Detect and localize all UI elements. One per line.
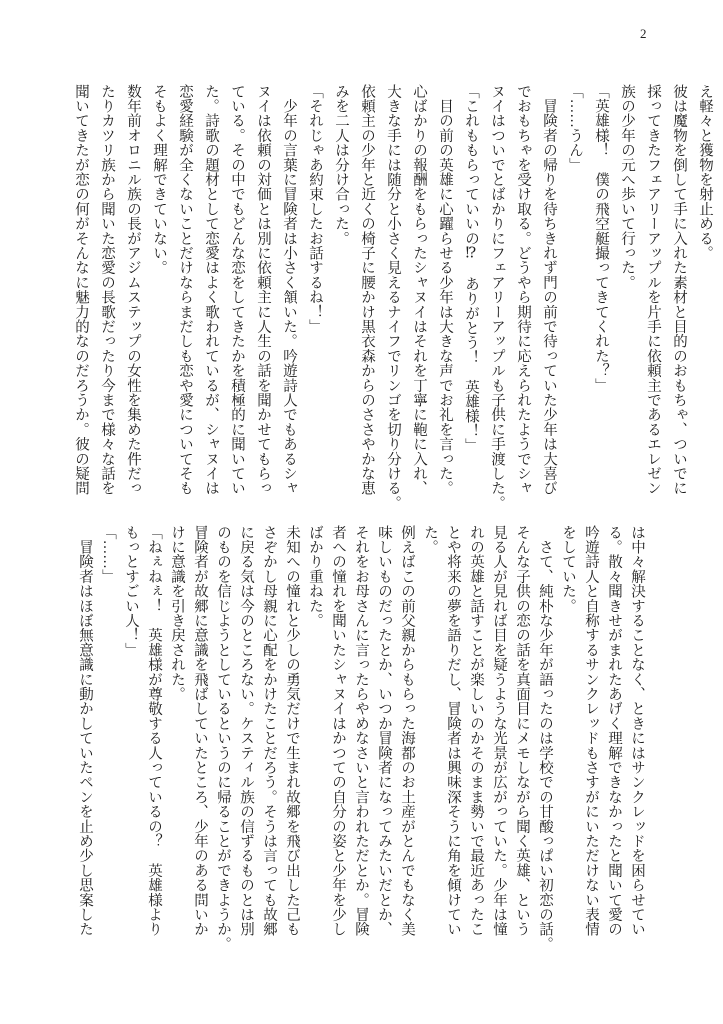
text-line: をしていた。	[560, 525, 576, 614]
text-line: 聞いてきたが恋の何がそんなに魅力的なのだろうか。彼の疑問	[73, 84, 89, 496]
text-line: ヌイはついでとばかりにフェアリーアップルも子供に手渡した。	[489, 84, 505, 511]
text-line: 数年前オロニル族の長がアジムステップの女性を集めた件だっ	[125, 84, 141, 496]
text-line: のものを信じようとしているというのに帰ることができようか。	[215, 525, 231, 952]
text-line: みを二人は分け合った。	[333, 84, 349, 246]
text-line: 大きな手には随分と小さく見えるナイフでリンゴを切り分ける。	[385, 84, 401, 511]
text-line: さて、純朴な少年が語ったのは学校での甘酸っぱい初恋の話。	[537, 525, 553, 952]
text-line: それをお母さんに言ったらやめなさいと言われただとか。冒険	[353, 525, 369, 937]
text-line: 冒険者が故郷に意識を飛ばしていたところ、少年のある問いか	[192, 525, 208, 937]
text-line: 「……うん」	[567, 84, 583, 173]
text-line: る。散々聞きせがまれたあげく理解できなかったと聞いて愛の	[606, 525, 622, 937]
text-line: 例えばこの前父親からもらった海都のお土産がとんでもなく美	[399, 525, 415, 937]
text-line: 「それじゃあ約束したお話するね！」	[307, 84, 323, 334]
text-line: れの英雄と話すことが楽しいのかそのまま勢いで最近あったこ	[468, 525, 484, 937]
text-line: ている。その中でもどんな恋をしてきたかを積極的に聞いてい	[229, 84, 245, 496]
text-line: 者への憧れを聞いたシャヌイはかつての自分の姿と少年を少し	[330, 525, 346, 937]
text-line: 依頼主の少年と近くの椅子に腰かけ黒衣森からのささやかな恵	[359, 84, 375, 496]
text-line: 恋愛経験が全くないことだけならまだしも恋や愛についてそも	[177, 84, 193, 496]
text-line: たりカツリ族から聞いた恋愛の長歌だったり今まで様々な話を	[99, 84, 115, 496]
text-line: けに意識を引き戻された。	[169, 525, 185, 702]
text-line: は中々解決することなく、ときにはサンクレッドを困らせてい	[629, 525, 645, 937]
text-line: ヌイは依頼の対価とは別に依頼主に人生の話を聞かせてもらっ	[255, 84, 271, 496]
text-line: 冒険者の帰りを待ちきれず門の前で待っていた少年は大喜び	[541, 84, 557, 496]
text-line: そもよく理解できていない。	[151, 84, 167, 276]
text-line: とや将来の夢を語りだし、冒険者は興味深そうに角を傾けてい	[445, 525, 461, 937]
text-block-bottom	[73, 525, 648, 952]
text-line: もっとすごい人！」	[123, 525, 139, 658]
text-line: 「英雄様！ 僕の飛空艇撮ってきてくれた？」	[593, 84, 609, 393]
text-line: 目の前の英雄に心躍らせる少年は大きな声でお礼を言った。	[437, 84, 453, 496]
text-line: 冒険者はほぼ無意識に動かしていたペンを止め少し思案した	[77, 525, 93, 937]
text-line: 彼は魔物を倒して手に入れた素材と目的のおもちゃ、ついでに	[671, 84, 687, 496]
text-line: に戻る気は今のところない。ケスティル族の信ずるものとは別	[238, 525, 254, 937]
text-line: 採ってきたフェアリーアップルを片手に依頼主であるエレゼン	[645, 84, 661, 496]
text-block-top	[68, 84, 718, 511]
text-line: 少年の言葉に冒険者は小さく頷いた。吟遊詩人でもあるシャ	[281, 84, 297, 496]
text-line: でおもちゃを受け取る。どうやら期待に応えられたようでシャ	[515, 84, 531, 496]
text-line: 族の少年の元へ歩いて行った。	[619, 84, 635, 290]
page-number: 2	[640, 26, 647, 41]
text-line: 「……」	[100, 525, 116, 584]
text-line: 見る人が見れば目を疑うような光景が広がっていた。少年は憧	[491, 525, 507, 937]
text-line: え軽々と獲物を射止める。	[697, 84, 713, 261]
text-line: 吟遊詩人と自称するサンクレッドもさすがにいただけない表情	[583, 525, 599, 937]
text-line: ばかり重ねた。	[307, 525, 323, 628]
text-line: 未知への憧れと少しの勇気だけで生まれ故郷を飛び出した己も	[284, 525, 300, 937]
text-line: た。詩歌の題材として恋愛はよく歌われているが、シャヌイは	[203, 84, 219, 496]
text-line: そんな子供の恋の話を真面目にメモしながら聞く英雄、という	[514, 525, 530, 937]
text-line: 心ばかりの報酬をもらったシャヌイはそれを丁寧に鞄に入れ、	[411, 84, 427, 496]
text-line: さぞかし母親に心配をかけたことだろう。そうは言っても故郷	[261, 525, 277, 937]
text-line: 「ねぇねぇ！ 英雄様が尊敬する人っているの？ 英雄様より	[146, 525, 162, 937]
text-line: 「これももらっていいの⁉ ありがとう！ 英雄様！」	[463, 84, 479, 453]
text-line: た。	[422, 525, 438, 555]
text-line: 味しいものだったとか、いつか冒険者になってみたいだとか、	[376, 525, 392, 937]
